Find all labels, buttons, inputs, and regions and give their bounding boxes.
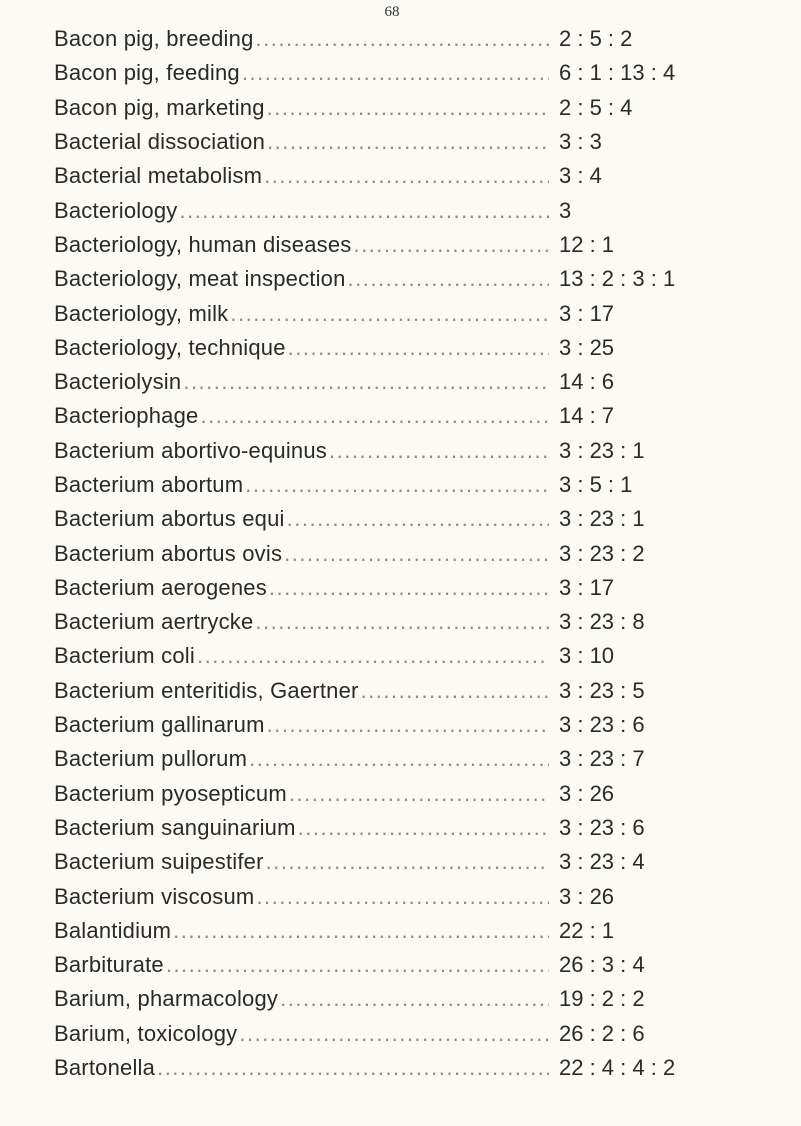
index-list [54,22,774,1085]
entry-code: 26 : 2 : 6 [559,1020,645,1046]
entry-code: 6 : 1 : 13 : 4 [559,60,676,86]
entry-term: Bacterium pyosepticum [54,780,287,806]
index-entry [54,674,774,708]
entry-term: Bacteriology [54,197,178,223]
entry-term: Barium, toxicology [54,1020,238,1046]
entry-term: Bacterium enteritidis, Gaertner [54,677,359,703]
index-entry [54,571,774,605]
index-entry [54,914,774,948]
entry-code: 3 [559,197,572,223]
page-number: 68 [384,4,400,20]
entry-term: Bacterial metabolism [54,163,263,189]
entry-code: 13 : 2 : 3 : 1 [559,266,676,292]
index-entry [54,982,774,1016]
dot-leader [254,26,549,52]
entry-code: 19 : 2 : 2 [559,986,645,1012]
entry-code: 3 : 17 [559,300,615,326]
index-entry [54,159,774,193]
dot-leader [265,712,549,738]
dot-leader [237,1021,549,1047]
entry-code: 3 : 5 : 1 [559,472,633,497]
index-entry [54,1017,774,1051]
dot-leader [265,129,549,155]
entry-term: Bacterium abortus equi [54,506,285,532]
index-entry [54,879,774,913]
dot-leader [262,163,549,189]
entry-term: Bacteriology, technique [54,334,286,360]
index-entry [54,125,774,159]
entry-code: 26 : 3 : 4 [559,952,645,978]
entry-code: 3 : 26 [559,883,615,909]
index-entry [54,708,774,742]
dot-leader [286,335,549,361]
dot-leader [327,438,549,464]
entry-term: Bacon pig, feeding [54,60,240,86]
entry-term: Bacterium viscosum [54,883,255,909]
entry-term: Bacterium abortum [54,472,244,497]
index-entry [54,742,774,776]
entry-code: 2 : 5 : 2 [559,26,633,52]
entry-code: 3 : 23 : 8 [559,609,645,635]
entry-code: 3 : 23 : 6 [559,814,645,840]
entry-term: Bacterium abortivo-equinus [54,437,328,463]
index-entry [54,399,774,433]
entry-term: Bacteriophage [54,403,199,429]
index-entry [54,331,774,365]
index-entry [54,777,774,811]
index-entry [54,845,774,879]
entry-code: 3 : 26 [559,780,615,806]
entry-code: 12 : 1 [559,231,615,257]
entry-code: 3 : 23 : 6 [559,712,645,738]
entry-code: 2 : 5 : 4 [559,94,633,120]
dot-leader [171,918,549,944]
entry-code: 14 : 6 [559,369,615,395]
entry-code: 3 : 17 [559,574,615,600]
dot-leader [198,403,549,429]
dot-leader [240,60,549,86]
entry-term: Balantidium [54,917,172,943]
entry-term: Bacon pig, marketing [54,94,265,120]
index-entry [54,193,774,227]
index-entry [54,228,774,262]
dot-leader [351,232,549,258]
index-entry [54,262,774,296]
entry-term: Barium, pharmacology [54,986,279,1012]
index-entry [54,948,774,982]
entry-code: 22 : 1 [559,917,615,943]
entry-term: Bacteriology, human diseases [54,231,352,257]
entry-code: 3 : 10 [559,643,615,669]
entry-term: Bacteriology, milk [54,300,229,326]
dot-leader [155,1055,549,1081]
entry-term: Bacterium aertrycke [54,609,254,635]
index-entry [54,365,774,399]
dot-leader [359,678,549,704]
dot-leader [181,369,549,395]
entry-term: Bacterium aerogenes [54,574,267,600]
entry-code: 3 : 23 : 4 [559,849,645,875]
entry-code: 3 : 23 : 5 [559,677,645,703]
dot-leader [278,986,549,1012]
dot-leader [346,266,549,292]
entry-term: Bartonella [54,1055,156,1081]
dot-leader [177,198,549,224]
entry-code: 3 : 23 : 1 [559,506,645,532]
entry-term: Bacterium coli [54,643,195,669]
index-entry [54,639,774,673]
entry-term: Bacterial dissociation [54,129,266,155]
entry-term: Bacterium abortus ovis [54,540,283,566]
dot-leader [164,952,549,978]
entry-code: 3 : 3 [559,129,602,155]
dot-leader [264,849,549,875]
entry-term: Bacon pig, breeding [54,26,254,52]
dot-leader [195,643,549,669]
entry-code: 3 : 23 : 1 [559,437,645,463]
entry-term: Bacterium sanguinarium [54,814,296,840]
index-entry [54,536,774,570]
dot-leader [287,781,549,807]
entry-term: Barbiturate [54,952,164,978]
index-entry [54,56,774,90]
index-entry [54,434,774,468]
dot-leader [267,575,549,601]
index-entry [54,468,774,502]
dot-leader [254,884,549,910]
entry-term: Bacterium suipestifer [54,849,264,875]
entry-code: 3 : 25 [559,334,615,360]
index-entry [54,811,774,845]
index-entry [54,502,774,536]
dot-leader [243,472,549,498]
dot-leader [296,815,549,841]
dot-leader [247,746,549,772]
dot-leader [282,541,549,567]
dot-leader [228,301,549,327]
entry-code: 3 : 4 [559,163,602,189]
entry-code: 3 : 23 : 2 [559,540,645,566]
entry-term: Bacterium gallinarum [54,712,265,738]
entry-code: 22 : 4 : 4 : 2 [559,1055,676,1081]
index-entry [54,22,774,56]
dot-leader [265,95,549,121]
entry-code: 14 : 7 [559,403,615,429]
entry-code: 3 : 23 : 7 [559,746,645,772]
dot-leader [285,506,549,532]
entry-term: Bacteriology, meat inspection [54,266,346,292]
entry-term: Bacteriolysin [54,369,182,395]
entry-term: Bacterium pullorum [54,746,248,772]
index-entry [54,1051,774,1085]
index-entry [54,91,774,125]
index-entry [54,605,774,639]
dot-leader [253,609,549,635]
index-entry [54,296,774,330]
